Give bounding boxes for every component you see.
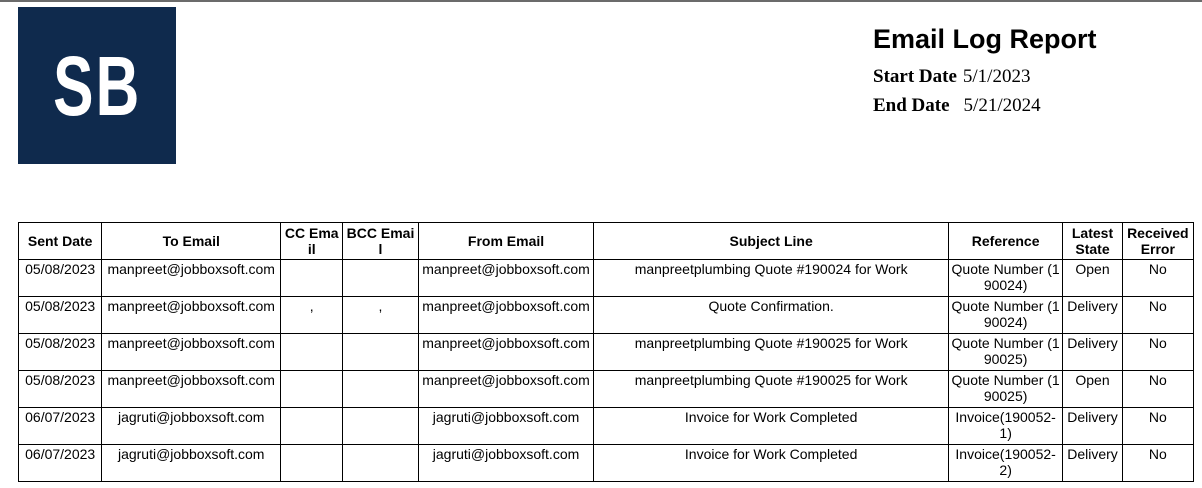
end-date-value: 5/21/2024 bbox=[963, 95, 1041, 116]
header-latest-state: Latest State bbox=[1063, 223, 1122, 260]
received-error-cell: No bbox=[1122, 371, 1193, 408]
start-date-value: 5/1/2023 bbox=[962, 66, 1031, 87]
latest-state-cell: Delivery bbox=[1063, 408, 1122, 445]
received-error-cell: No bbox=[1122, 297, 1193, 334]
table-row bbox=[19, 260, 1194, 297]
cc-email-cell bbox=[281, 445, 343, 482]
cc-email-cell bbox=[281, 371, 343, 408]
subject-line-cell: manpreetplumbing Quote #190024 for Work bbox=[594, 260, 949, 297]
latest-state-cell: Delivery bbox=[1063, 297, 1122, 334]
sent-date-cell: 05/08/2023 bbox=[19, 371, 102, 408]
cc-email-cell bbox=[281, 260, 343, 297]
report-title: Email Log Report bbox=[873, 24, 1097, 54]
bcc-email-cell bbox=[343, 371, 418, 408]
reference-cell: Invoice(190052-2) bbox=[948, 445, 1062, 482]
header-from-email: From Email bbox=[418, 223, 594, 260]
bcc-email-cell bbox=[343, 334, 418, 371]
reference-cell: Quote Number (190024) bbox=[948, 297, 1062, 334]
to-email-cell: manpreet@jobboxsoft.com bbox=[102, 371, 281, 408]
received-error-cell: No bbox=[1122, 334, 1193, 371]
latest-state-cell: Delivery bbox=[1063, 334, 1122, 371]
end-date-row bbox=[873, 95, 1041, 117]
cc-email-cell bbox=[281, 334, 343, 371]
table-row bbox=[19, 297, 1194, 334]
header-to-email: To Email bbox=[102, 223, 281, 260]
email-log-table bbox=[18, 222, 1194, 482]
to-email-cell: manpreet@jobboxsoft.com bbox=[102, 297, 281, 334]
header-reference: Reference bbox=[948, 223, 1062, 260]
from-email-cell: jagruti@jobboxsoft.com bbox=[418, 408, 594, 445]
latest-state-cell: Delivery bbox=[1063, 445, 1122, 482]
latest-state-cell: Open bbox=[1063, 260, 1122, 297]
bcc-email-cell: , bbox=[343, 297, 418, 334]
header-bcc-email: BCC Email bbox=[343, 223, 418, 260]
start-date-row bbox=[873, 66, 1030, 88]
to-email-cell: manpreet@jobboxsoft.com bbox=[102, 260, 281, 297]
subject-line-cell: Invoice for Work Completed bbox=[594, 408, 949, 445]
cc-email-cell bbox=[281, 408, 343, 445]
top-rule bbox=[0, 0, 1202, 2]
company-logo bbox=[18, 7, 176, 164]
end-date-label: End Date bbox=[873, 95, 950, 116]
cc-email-cell: , bbox=[281, 297, 343, 334]
sent-date-cell: 05/08/2023 bbox=[19, 260, 102, 297]
sent-date-cell: 05/08/2023 bbox=[19, 297, 102, 334]
table-row bbox=[19, 445, 1194, 482]
received-error-cell: No bbox=[1122, 445, 1193, 482]
table-row bbox=[19, 408, 1194, 445]
start-date-label: Start Date bbox=[873, 66, 957, 87]
reference-cell: Invoice(190052-1) bbox=[948, 408, 1062, 445]
reference-cell: Quote Number (190025) bbox=[948, 334, 1062, 371]
latest-state-cell: Open bbox=[1063, 371, 1122, 408]
table-header-row bbox=[19, 223, 1194, 260]
header-sent-date: Sent Date bbox=[19, 223, 102, 260]
from-email-cell: jagruti@jobboxsoft.com bbox=[418, 445, 594, 482]
reference-cell: Quote Number (190025) bbox=[948, 371, 1062, 408]
header-subject-line: Subject Line bbox=[594, 223, 949, 260]
to-email-cell: jagruti@jobboxsoft.com bbox=[102, 408, 281, 445]
from-email-cell: manpreet@jobboxsoft.com bbox=[418, 297, 594, 334]
to-email-cell: manpreet@jobboxsoft.com bbox=[102, 334, 281, 371]
subject-line-cell: Invoice for Work Completed bbox=[594, 445, 949, 482]
sent-date-cell: 05/08/2023 bbox=[19, 334, 102, 371]
subject-line-cell: manpreetplumbing Quote #190025 for Work bbox=[594, 334, 949, 371]
received-error-cell: No bbox=[1122, 260, 1193, 297]
table-row bbox=[19, 371, 1194, 408]
bcc-email-cell bbox=[343, 260, 418, 297]
bcc-email-cell bbox=[343, 408, 418, 445]
table-row bbox=[19, 334, 1194, 371]
subject-line-cell: manpreetplumbing Quote #190025 for Work bbox=[594, 371, 949, 408]
sent-date-cell: 06/07/2023 bbox=[19, 445, 102, 482]
header-received-error: Received Error bbox=[1122, 223, 1193, 260]
to-email-cell: jagruti@jobboxsoft.com bbox=[102, 445, 281, 482]
reference-cell: Quote Number (190024) bbox=[948, 260, 1062, 297]
received-error-cell: No bbox=[1122, 408, 1193, 445]
header-cc-email: CC Email bbox=[281, 223, 343, 260]
bcc-email-cell bbox=[343, 445, 418, 482]
from-email-cell: manpreet@jobboxsoft.com bbox=[418, 260, 594, 297]
from-email-cell: manpreet@jobboxsoft.com bbox=[418, 371, 594, 408]
logo-text: SB bbox=[52, 38, 142, 133]
from-email-cell: manpreet@jobboxsoft.com bbox=[418, 334, 594, 371]
sent-date-cell: 06/07/2023 bbox=[19, 408, 102, 445]
subject-line-cell: Quote Confirmation. bbox=[594, 297, 949, 334]
